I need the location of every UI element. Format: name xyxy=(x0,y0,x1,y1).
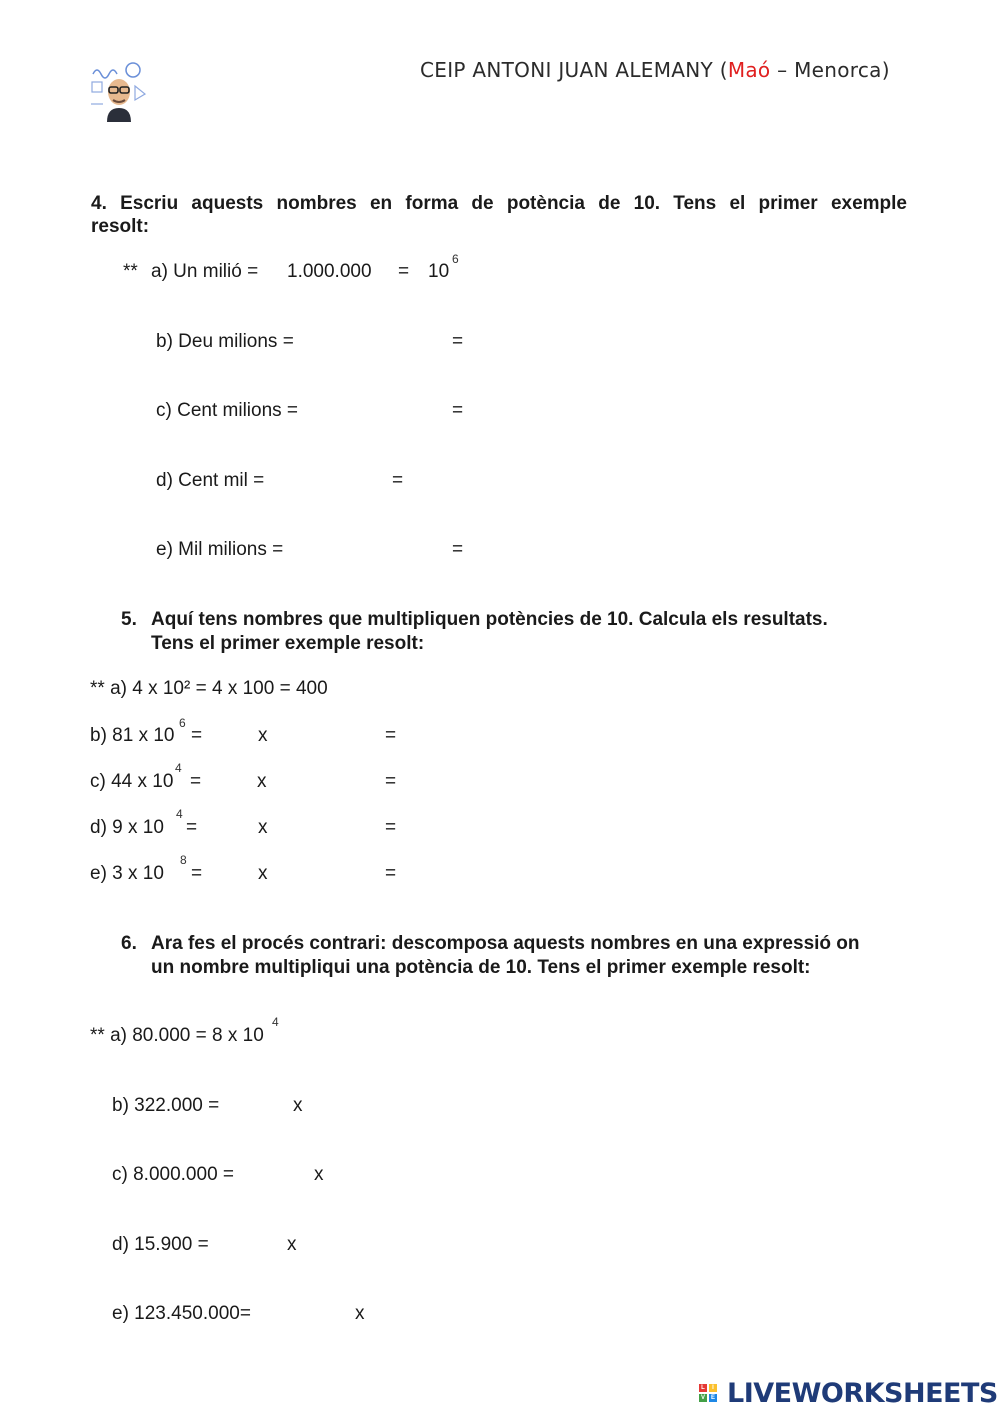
q5-item-b-x: x xyxy=(258,725,268,746)
q5-item-c-x: x xyxy=(257,771,267,792)
q6-item-c-x: x xyxy=(314,1164,324,1185)
q5-item-d-label: d) 9 x 10 xyxy=(90,817,164,838)
liveworksheets-logo xyxy=(697,1378,998,1410)
q5-heading-line2: Tens el primer exemple resolt: xyxy=(151,633,425,654)
q4-item-c-label: c) Cent milions = xyxy=(156,400,299,421)
q5-item-e-eq1: = xyxy=(191,863,203,884)
q5-number: 5. xyxy=(121,609,137,630)
q5-item-e-label: e) 3 x 10 xyxy=(90,863,164,884)
school-name: CEIP ANTONI JUAN ALEMANY ( xyxy=(420,58,728,82)
q4-item-b-label: b) Deu milions = xyxy=(156,331,294,352)
q6-item-b-label: b) 322.000 = xyxy=(112,1095,220,1116)
q4-item-d-label: d) Cent mil = xyxy=(156,470,265,491)
city-name: Maó xyxy=(727,58,771,82)
q5-item-c-label: c) 44 x 10 xyxy=(90,771,174,792)
q4-item-e-label: e) Mil milions = xyxy=(156,539,284,560)
q6-example-exponent: 4 xyxy=(272,1015,279,1029)
q5-item-c-exponent: 4 xyxy=(175,761,182,775)
q6-item-e-x: x xyxy=(355,1303,365,1324)
q6-item-d-label: d) 15.900 = xyxy=(112,1234,209,1255)
q6-heading-line1: Ara fes el procés contrari: descomposa aquests nombres en una expressió on xyxy=(151,933,860,954)
q6-item-b-x: x xyxy=(293,1095,303,1116)
q4-example-number: 1.000.000 xyxy=(287,261,372,282)
q4-example-base: 10 xyxy=(428,261,450,282)
island-name: – Menorca) xyxy=(770,58,890,82)
q5-item-b-exponent: 6 xyxy=(179,716,186,730)
q4-item-c-eq: = xyxy=(452,400,464,421)
q4-example-label: a) Un milió = xyxy=(151,261,259,282)
q5-item-b-eq2: = xyxy=(385,725,397,746)
q5-item-c-eq2: = xyxy=(385,771,397,792)
q5-item-d-eq2: = xyxy=(385,817,397,838)
q6-item-e-label: e) 123.450.000= xyxy=(112,1303,251,1324)
q4-item-b-eq: = xyxy=(452,331,464,352)
q5-item-e-x: x xyxy=(258,863,268,884)
q5-item-c-eq1: = xyxy=(190,771,202,792)
q4-example-eq: = xyxy=(398,261,410,282)
q5-example: ** a) 4 x 10² = 4 x 100 = 400 xyxy=(90,678,328,699)
q4-example-marker: ** xyxy=(123,261,138,282)
q5-item-d-eq1: = xyxy=(186,817,198,838)
brand-wordmark: LIVEWORKSHEETS xyxy=(727,1378,998,1409)
school-logo xyxy=(89,60,149,122)
q5-item-d-exponent: 4 xyxy=(176,807,183,821)
school-header xyxy=(420,58,890,82)
brand-grid-cell: L xyxy=(699,1384,707,1392)
brand-grid-cell: E xyxy=(710,1395,715,1401)
q4-heading xyxy=(91,192,907,238)
q4-item-d-eq: = xyxy=(392,470,404,491)
q5-item-b-label: b) 81 x 10 xyxy=(90,725,175,746)
q5-item-b-eq1: = xyxy=(191,725,203,746)
brand-grid-cell: V xyxy=(700,1395,705,1401)
q6-heading-line2: un nombre multipliqui una potència de 10. Tens el primer exemple resolt: xyxy=(151,957,811,978)
brand-grid-cell: I xyxy=(709,1384,717,1392)
q6-item-c-label: c) 8.000.000 = xyxy=(112,1164,235,1185)
q6-number: 6. xyxy=(121,933,137,954)
q5-item-d-x: x xyxy=(258,817,268,838)
q5-item-e-exponent: 8 xyxy=(180,853,187,867)
q4-item-e-eq: = xyxy=(452,539,464,560)
q5-heading-line1: Aquí tens nombres que multipliquen potències de 10. Calcula els resultats. xyxy=(151,609,828,630)
q4-heading-line1: 4. Escriu aquests nombres en forma de potència de 10. Tens el primer exemple xyxy=(91,193,907,214)
q6-example: ** a) 80.000 = 8 x 10 xyxy=(90,1025,264,1046)
q4-heading-line2: resolt: xyxy=(91,216,150,237)
q5-item-e-eq2: = xyxy=(385,863,397,884)
q4-example-exponent: 6 xyxy=(452,252,459,266)
q6-item-d-x: x xyxy=(287,1234,297,1255)
